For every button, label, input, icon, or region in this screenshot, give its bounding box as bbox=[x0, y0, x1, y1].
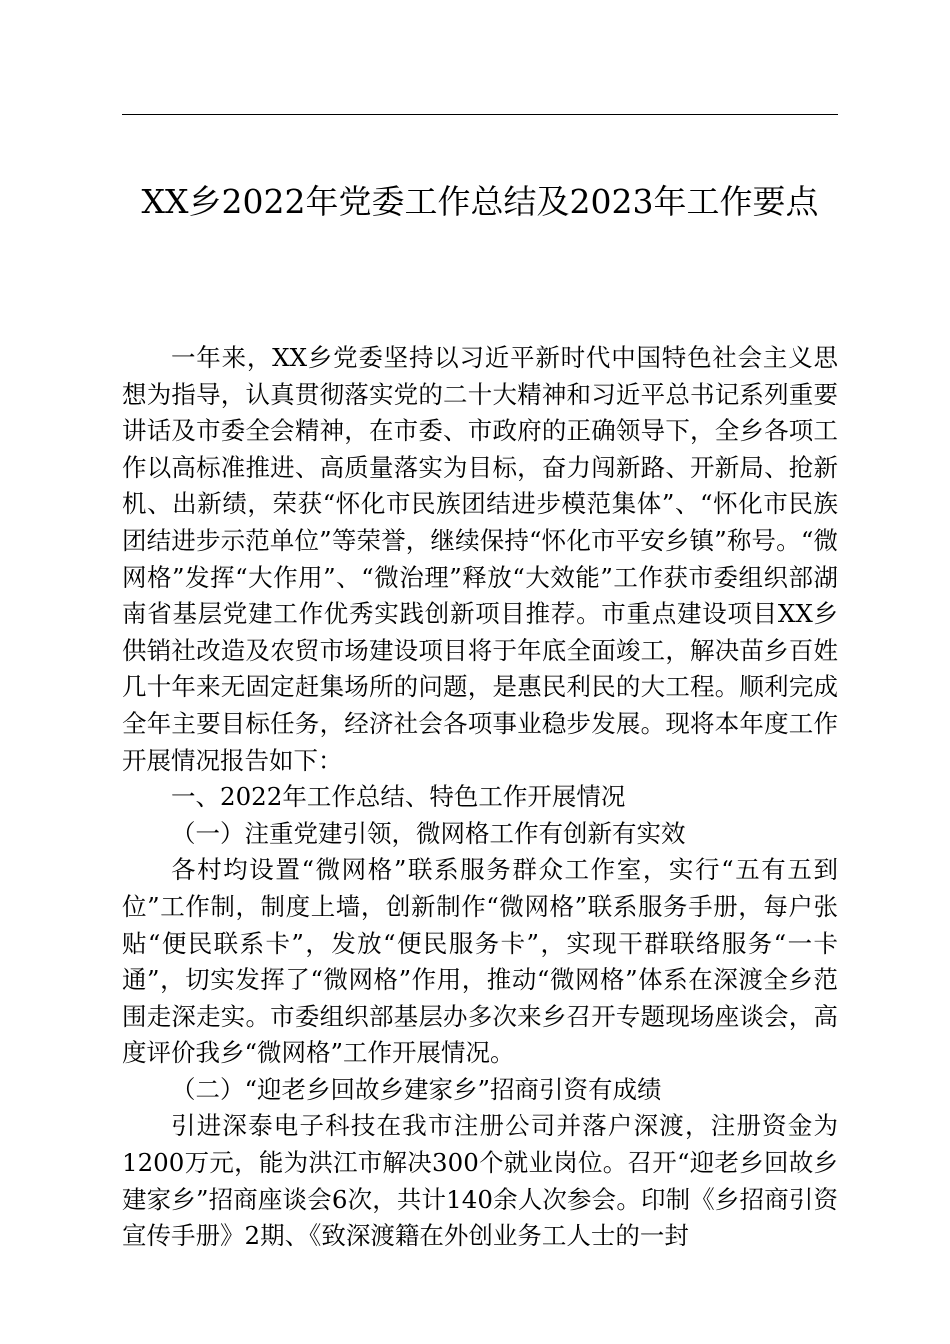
document-title: XX乡2022年党委工作总结及2023年工作要点 bbox=[141, 182, 819, 221]
paragraph-intro: 一年来，XX乡党委坚持以习近平新时代中国特色社会主义思想为指导，认真贯彻落实党的二十大精神和习近平总书记系列重要讲话及市委全会精神，在市委、市政府的正确领导下，全乡各项工作以高标准推进、高质量落实为目标，奋力闯新路、开新局、抢新机、出新绩，荣获“怀化市民族团结进步模范集体”、“怀化市民族团结进步示范单位”等荣誉，继续保持“怀化市平安乡镇”称号。“微网格”发挥“大作用”、“微治理”释放“大效能”工作获市委组织部湖南省基层党建工作优秀实践创新项目推荐。市重点建设项目XX乡供销社改造及农贸市场建设项目将于年底全面竣工，解决苗乡百姓几十年来无固定赶集场所的问题，是惠民利民的大工程。顺利完成全年主要目标任务，经济社会各项事业稳步发展。现将本年度工作开展情况报告如下： bbox=[122, 343, 838, 775]
section-heading-1: 一、2022年工作总结、特色工作开展情况 bbox=[171, 782, 626, 812]
header-rule bbox=[122, 114, 838, 115]
subsection-heading-1: （一）注重党建引领，微网格工作有创新有实效 bbox=[171, 818, 686, 848]
document-body bbox=[122, 340, 838, 1255]
paragraph-micro-grid: 各村均设置“微网格”联系服务群众工作室，实行“五有五到位”工作制，制度上墙，创新制作“微网格”联系服务手册，每户张贴“便民联系卡”，发放“便民服务卡”，实现干群联络服务“一卡通”，切实发挥了“微网格”作用，推动“微网格”体系在深渡全乡范围走深走实。市委组织部基层办多次来乡召开专题现场座谈会，高度评价我乡“微网格”工作开展情况。 bbox=[122, 855, 838, 1068]
paragraph-investment: 引进深泰电子科技在我市注册公司并落户深渡，注册资金为1200万元，能为洪江市解决300个就业岗位。召开“迎老乡回故乡建家乡”招商座谈会6次，共计140余人次参会。印制《乡招商引资宣传手册》2期、《致深渡籍在外创业务工人士的一封 bbox=[122, 1111, 838, 1251]
subsection-heading-2: （二）“迎老乡回故乡建家乡”招商引资有成绩 bbox=[171, 1074, 662, 1104]
